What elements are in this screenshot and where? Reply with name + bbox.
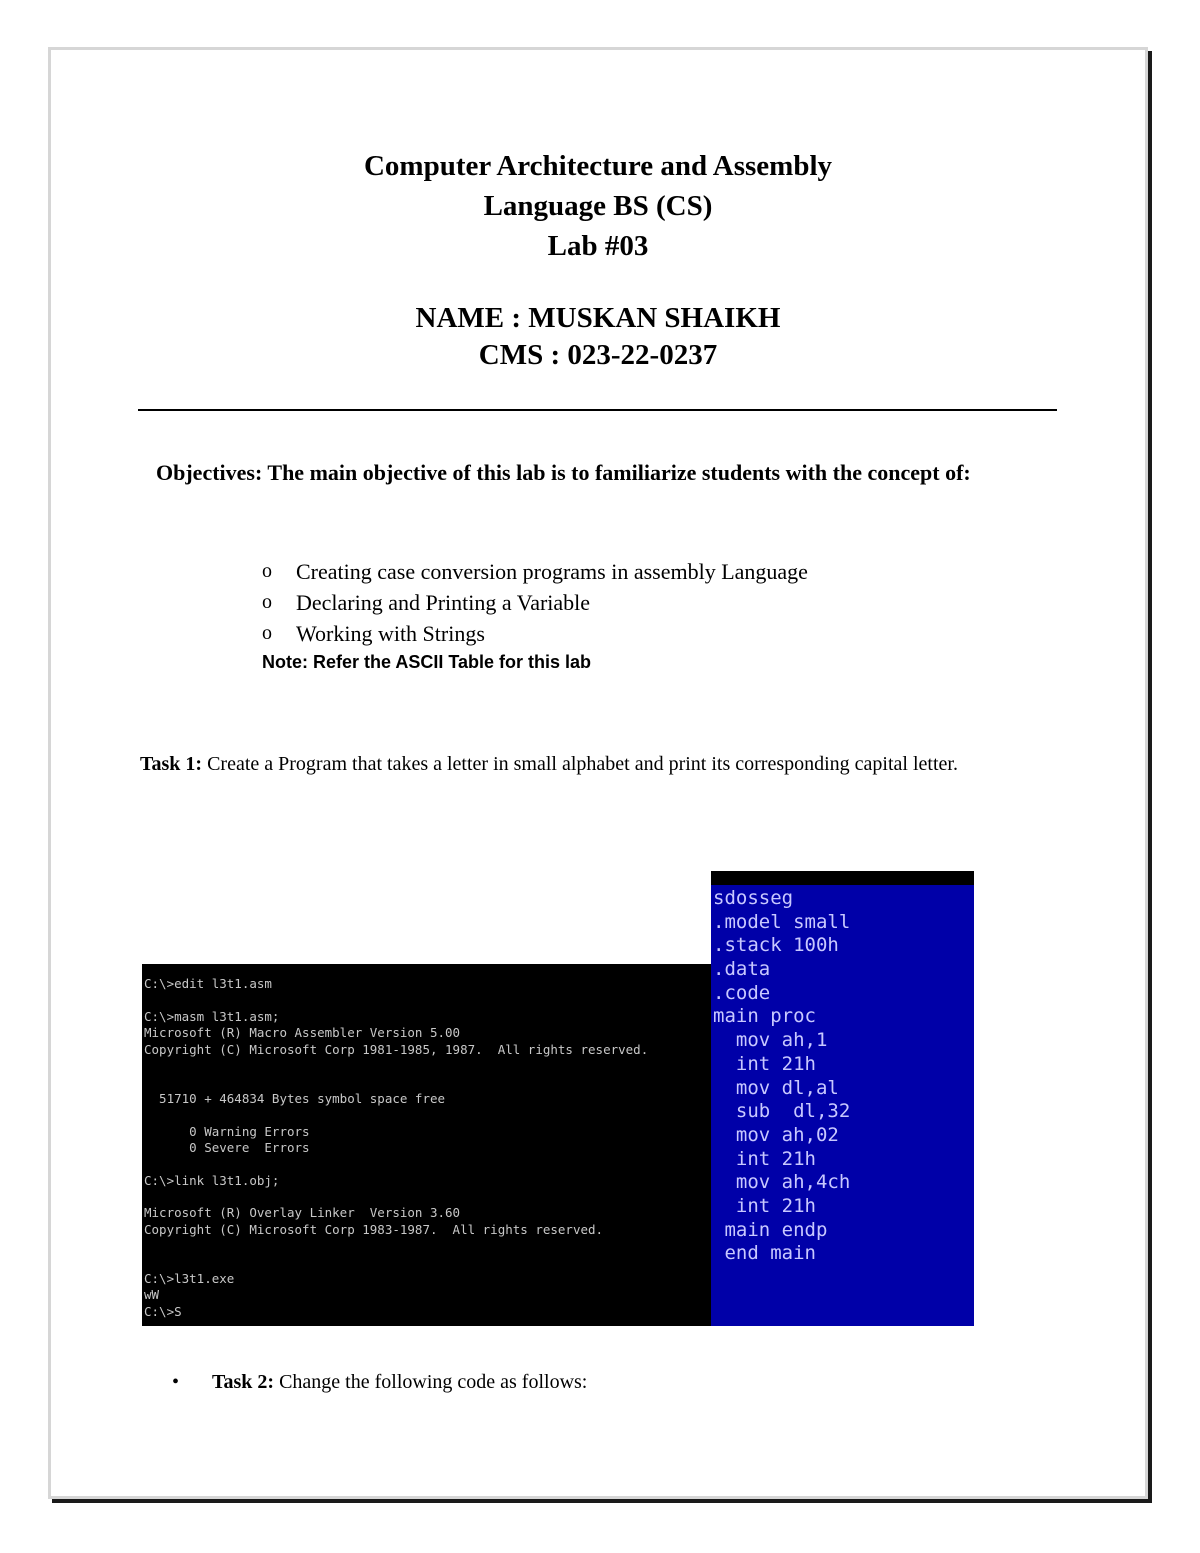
student-cms: CMS : 023-22-0237 <box>478 339 718 371</box>
code-line: mov ah,4ch <box>713 1171 851 1194</box>
task-2-text: Change the following code as follows: <box>274 1371 588 1393</box>
console-line: wW <box>144 1287 160 1303</box>
code-line: mov ah,02 <box>713 1123 839 1146</box>
task-1 <box>140 750 1020 778</box>
list-item <box>262 556 1062 587</box>
task-1-label: Task 1: <box>140 753 203 775</box>
console-line <box>144 1189 713 1205</box>
console-line <box>144 1058 713 1074</box>
list-item <box>262 587 1062 618</box>
console-line <box>144 1255 713 1271</box>
console-line: C:\>l3t1.exe <box>144 1271 235 1287</box>
student-info <box>0 300 1196 374</box>
bullet-circle-icon: o <box>262 560 272 582</box>
code-line: .stack 100h <box>713 934 839 957</box>
bullet-circle-icon: o <box>262 622 272 644</box>
code-line: main proc <box>713 1005 816 1028</box>
dos-editor-screenshot <box>711 871 974 1326</box>
ascii-note: Note: Refer the ASCII Table for this lab <box>262 652 592 672</box>
code-line: .data <box>713 958 771 981</box>
code-line: int 21h <box>713 1194 816 1217</box>
console-line <box>144 992 713 1008</box>
console-line: C:\>S <box>144 1303 182 1319</box>
title-line-3: Lab #03 <box>547 230 649 262</box>
console-line <box>144 1107 713 1123</box>
objectives-label: Objectives: <box>156 460 263 485</box>
code-line: sub dl,32 <box>713 1100 851 1123</box>
console-line: C:\>masm l3t1.asm; <box>144 1008 280 1024</box>
bullet-circle-icon: o <box>262 591 272 613</box>
list-item-text: Declaring and Printing a Variable <box>296 590 591 615</box>
console-line: Microsoft (R) Overlay Linker Version 3.60 <box>144 1205 461 1221</box>
console-line: Microsoft (R) Macro Assembler Version 5.00 <box>144 1025 461 1041</box>
task-2 <box>172 1368 972 1396</box>
dos-console-screenshot <box>142 964 713 1326</box>
editor-code <box>711 885 974 1266</box>
code-line: main endp <box>713 1218 828 1241</box>
objectives-text: The main objective of this lab is to familiarize students with the concept of: <box>262 460 971 485</box>
console-line: C:\>link l3t1.obj; <box>144 1172 280 1188</box>
horizontal-divider <box>138 409 1057 411</box>
bullet-dot-icon: • <box>172 1371 180 1393</box>
console-line: Copyright (C) Microsoft Corp 1981-1985, 1987. All rights reserved. <box>144 1041 649 1057</box>
title-line-2: Language BS (CS) <box>483 190 713 222</box>
objectives-paragraph <box>156 458 1036 488</box>
task-1-text: Create a Program that takes a letter in small alphabet and print its corresponding capital letter. <box>202 753 958 775</box>
student-name: NAME : MUSKAN SHAIKH <box>415 302 781 334</box>
console-line: C:\>edit l3t1.asm <box>144 976 272 991</box>
console-line <box>144 1074 713 1090</box>
code-line: mov dl,al <box>713 1076 839 1099</box>
title-line-1: Computer Architecture and Assembly <box>363 150 833 182</box>
code-line: sdosseg <box>713 887 794 909</box>
console-line: 0 Warning Errors <box>144 1123 310 1139</box>
console-line <box>144 1156 713 1172</box>
editor-top-bar <box>711 871 974 885</box>
code-line: int 21h <box>713 1052 816 1075</box>
document-title <box>0 146 1196 266</box>
list-item-text: Working with Strings <box>296 621 485 646</box>
console-line: Copyright (C) Microsoft Corp 1983-1987. All rights reserved. <box>144 1221 604 1237</box>
console-line <box>144 1238 713 1254</box>
objectives-list <box>262 556 1062 649</box>
code-line: .code <box>713 981 771 1004</box>
code-line: mov ah,1 <box>713 1029 828 1052</box>
list-item <box>262 618 1062 649</box>
console-line: 51710 + 464834 Bytes symbol space free <box>144 1090 446 1106</box>
code-line: .model small <box>713 910 851 933</box>
console-line: 0 Severe Errors <box>144 1139 310 1155</box>
code-line: end main <box>713 1242 816 1265</box>
task-2-label: Task 2: <box>212 1371 275 1393</box>
code-line: int 21h <box>713 1147 816 1170</box>
list-item-text: Creating case conversion programs in assembly Language <box>296 559 808 584</box>
